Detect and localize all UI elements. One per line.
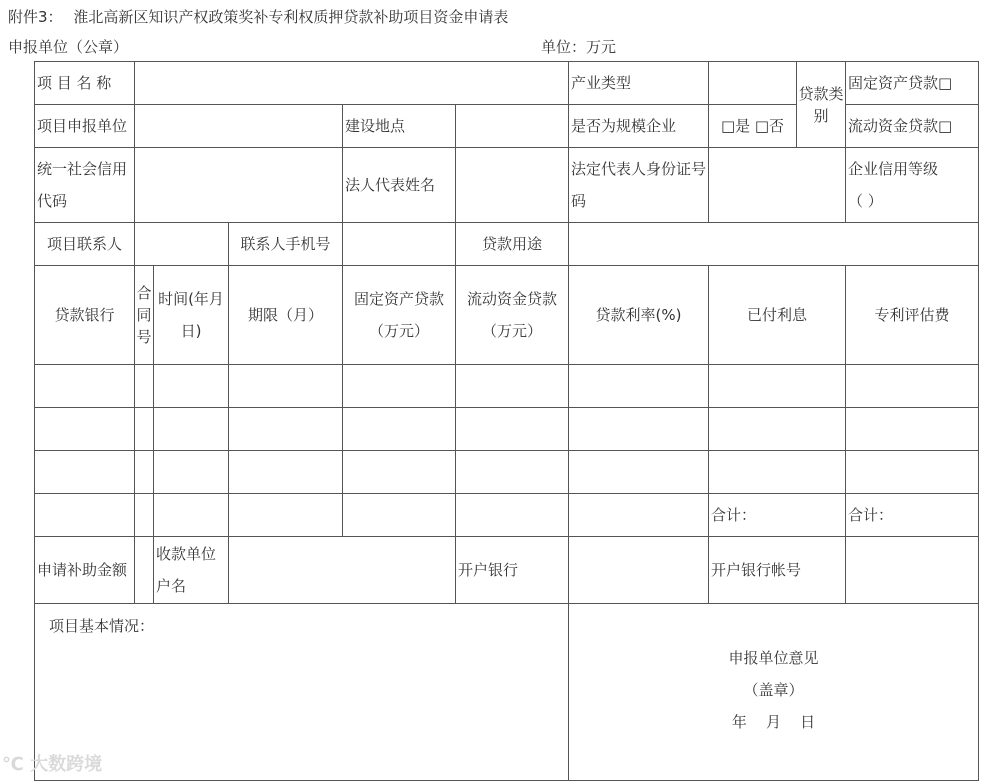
contact-phone-field[interactable]	[343, 223, 456, 266]
appraisal-fee-total[interactable]: 合计：	[846, 494, 979, 537]
credit-grade-label: 企业信用等级	[848, 160, 939, 178]
contact-label: 项目联系人	[35, 223, 135, 266]
seal-label: （盖章）	[743, 681, 804, 699]
basic-info-label: 项目基本情况：	[49, 617, 155, 635]
date-header: 时间(年月日)	[154, 266, 229, 365]
applicant-seal-label: 申报单位（公章）	[8, 38, 129, 56]
credit-grade-blank: （ ）	[848, 192, 883, 210]
subsidy-amount-field[interactable]	[135, 537, 154, 604]
subsidy-amount-label: 申请补助金额	[35, 537, 135, 604]
industry-type-label: 产业类型	[569, 62, 709, 105]
project-name-field[interactable]	[135, 62, 569, 105]
interest-rate-header: 贷款利率(%)	[569, 266, 709, 365]
date-label: 年 月 日	[731, 713, 816, 731]
working-capital-amount-header: 流动资金贷款（万元）	[456, 266, 569, 365]
credit-code-label: 统一社会信用代码	[35, 148, 135, 223]
contact-field[interactable]	[135, 223, 229, 266]
paid-interest-total[interactable]: 合计：	[709, 494, 846, 537]
legal-rep-name-label: 法人代表姓名	[343, 148, 456, 223]
industry-type-field[interactable]	[709, 62, 797, 105]
applicant-unit-label: 项目申报单位	[35, 105, 135, 148]
watermark-logo	[2, 750, 102, 776]
watermark-text: 大数跨境	[30, 754, 103, 775]
loan-bank-header: 贷款银行	[35, 266, 135, 365]
construction-site-label: 建设地点	[343, 105, 456, 148]
basic-info-cell[interactable]	[35, 604, 569, 781]
attachment-label: 附件3：	[8, 8, 63, 26]
attachment-title-line	[8, 6, 508, 27]
loan-purpose-field[interactable]	[569, 223, 979, 266]
application-form-table	[34, 61, 979, 781]
contact-phone-label: 联系人手机号	[229, 223, 343, 266]
applicant-unit-field[interactable]	[135, 105, 343, 148]
money-unit-label: 单位：万元	[541, 38, 617, 56]
bank-account-label: 开户银行帐号	[709, 537, 846, 604]
fixed-asset-loan-checkbox[interactable]: 固定资产贷款□	[846, 62, 979, 105]
contract-no-header: 合同号	[135, 266, 154, 365]
loan-purpose-label: 贷款用途	[456, 223, 569, 266]
table-row	[35, 365, 979, 408]
opinion-cell[interactable]	[569, 604, 979, 781]
legal-rep-id-field[interactable]	[709, 148, 846, 223]
project-name-label: 项 目 名 称	[35, 62, 135, 105]
table-row	[35, 451, 979, 494]
credit-code-field[interactable]	[135, 148, 343, 223]
fixed-asset-amount-header: 固定资产贷款（万元）	[343, 266, 456, 365]
bank-label: 开户银行	[456, 537, 569, 604]
scale-enterprise-label: 是否为规模企业	[569, 105, 709, 148]
page-title: 淮北高新区知识产权政策奖补专利权质押贷款补助项目资金申请表	[73, 8, 509, 26]
total-row	[35, 494, 979, 537]
payee-name-field[interactable]	[229, 537, 456, 604]
opinion-label: 申报单位意见	[728, 649, 819, 667]
bank-account-field[interactable]	[846, 537, 979, 604]
table-row	[35, 408, 979, 451]
watermark-icon: ℃	[2, 754, 24, 775]
legal-rep-id-label: 法定代表人身份证号码	[569, 148, 709, 223]
patent-appraisal-fee-header: 专利评估费	[846, 266, 979, 365]
construction-site-field[interactable]	[456, 105, 569, 148]
term-header: 期限（月）	[229, 266, 343, 365]
paid-interest-header: 已付利息	[709, 266, 846, 365]
credit-grade-cell[interactable]	[846, 148, 979, 223]
bank-field[interactable]	[569, 537, 709, 604]
payee-name-label: 收款单位户名	[154, 537, 229, 604]
loan-category-label: 贷款类别	[797, 62, 846, 148]
legal-rep-name-field[interactable]	[456, 148, 569, 223]
scale-enterprise-options[interactable]: □是 □否	[709, 105, 797, 148]
working-capital-loan-checkbox[interactable]: 流动资金贷款□	[846, 105, 979, 148]
